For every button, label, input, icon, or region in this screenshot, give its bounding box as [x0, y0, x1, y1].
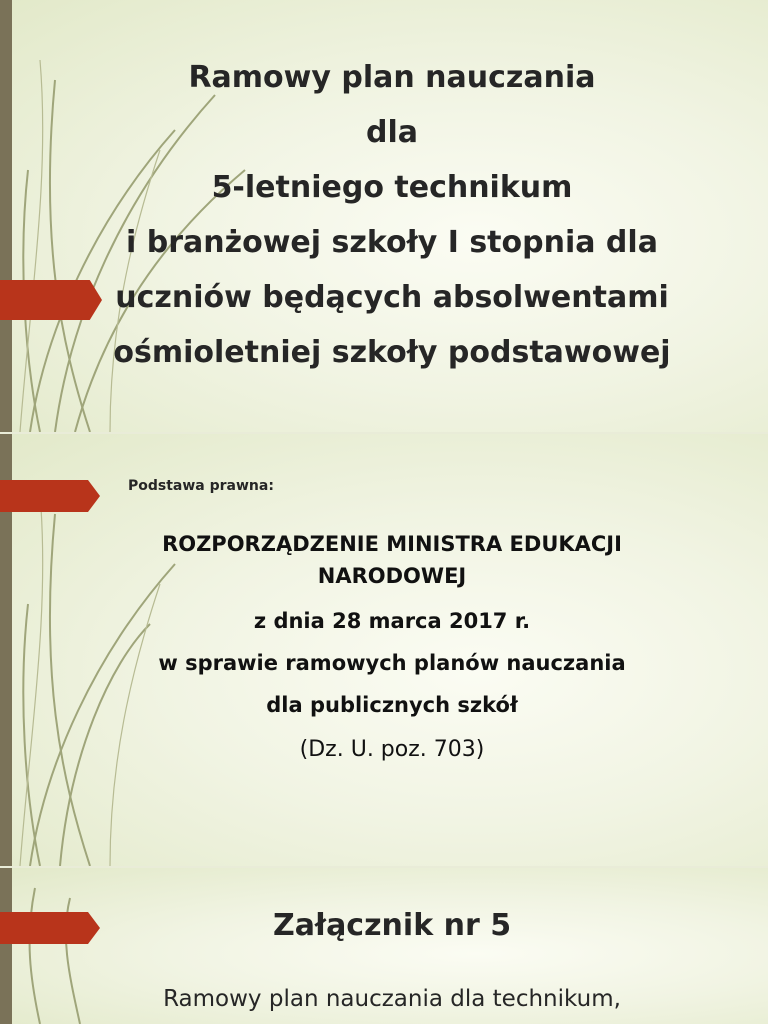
legal-basis-label: Podstawa prawna: [128, 478, 274, 494]
annex-subtitle: Ramowy plan nauczania dla technikum, [163, 986, 621, 1012]
slide-legal-basis [0, 434, 768, 866]
title-line: dla [365, 115, 418, 150]
decree-subject-cont: dla publicznych szkół [266, 693, 518, 717]
arrow-tab [0, 912, 100, 944]
decree-title: ROZPORZĄDZENIE MINISTRA EDUKACJI NARODOWEJ [162, 532, 622, 588]
slide-left-bar [0, 0, 12, 432]
page-title [60, 50, 724, 380]
title-line: 5-letniego technikum [211, 170, 573, 205]
title-line: i branżowej szkoły I stopnia dla [126, 225, 658, 260]
slide-annex [0, 868, 768, 1024]
arrow-tab [0, 480, 100, 512]
decree-block [90, 528, 694, 774]
decree-reference: (Dz. U. poz. 703) [299, 737, 485, 762]
title-line: Ramowy plan nauczania [188, 60, 596, 95]
slide-left-bar [0, 868, 12, 1024]
decree-date: z dnia 28 marca 2017 r. [253, 609, 531, 633]
slide-title [0, 0, 768, 432]
annex-title: Załącznik nr 5 [272, 908, 512, 943]
title-line: ośmioletniej szkoły podstawowej [113, 335, 671, 370]
decree-subject: w sprawie ramowych planów nauczania [158, 651, 626, 675]
title-line: uczniów będących absolwentami [115, 280, 669, 315]
